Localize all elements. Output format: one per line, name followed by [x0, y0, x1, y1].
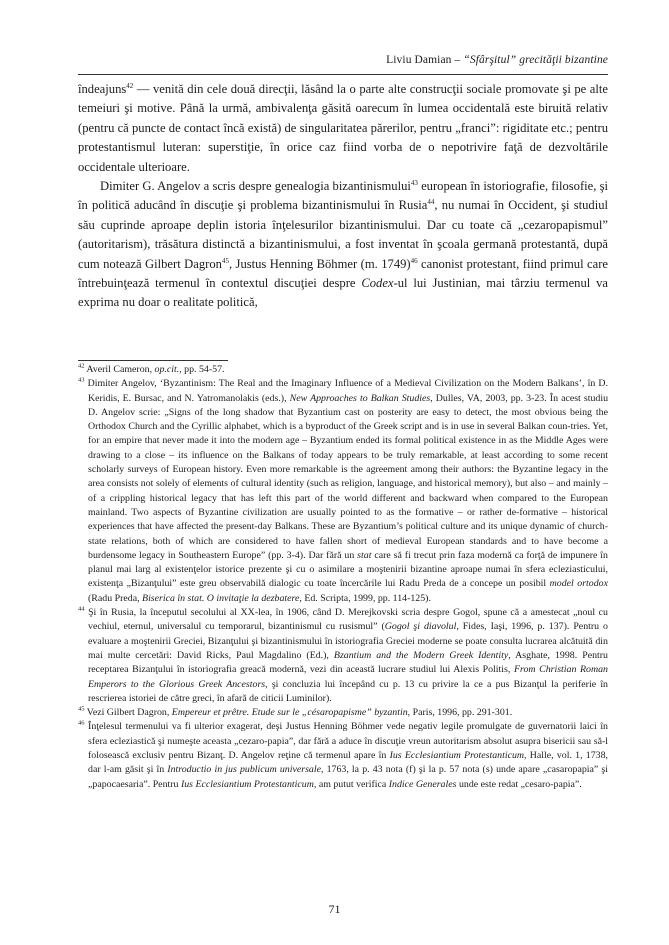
italic-text: stat [357, 549, 372, 561]
footnote-number: 45 [78, 705, 85, 713]
text-run: , am putut verifica [313, 778, 389, 790]
italic-text: Biserica în stat. O invitaţie la dezbatere [142, 592, 300, 604]
footnote-44 [78, 606, 608, 706]
italic-text: Ius Ecclesiantium Protestanticum [180, 778, 314, 790]
italic-text: op.cit. [154, 364, 180, 375]
main-text [78, 80, 608, 313]
italic-text: Introductio in jus publicum universale [167, 764, 321, 776]
text-run: — venită din cele două direcţii, lăsând la o parte alte construcţii sociale promovate şi pe alte temeiuri şi motive. Până la urmă, ambivalenţa găsită oarecum în lumea occidentală este biruită relativ (pentru că puncte de contact încă există) de singularitatea părerilor, pentru „franci”: rigiditate etc.; pentru protestantismul luteran: superstiţie, în orice caz fiind vorba de o nepotrivire faţă de dezvoltările occidentale ulterioare. [78, 82, 608, 174]
text-run: , şi concluzia lui începând cu p. 13 cu privire la ce a pus Bizanţul la periferie în rescrierea istoriei de către greci, în afară de citicii Luminilor). [88, 678, 608, 704]
text-run: , 1763, la p. 43 nota (f) şi la p. 57 nota (s) unde apare „casaropapia” şi „papocaesaria”. Pentru [88, 764, 608, 790]
header-separator: – [454, 54, 461, 66]
text-run: european în istoriografie, filosofie, şi în politică aducând în discuţie şi problema bizantinismului în Rusia [78, 179, 608, 213]
italic-text: Ius Ecclesiantium Protestanticum [389, 750, 525, 762]
footnotes [78, 363, 608, 792]
header-rule [78, 74, 608, 75]
running-header [386, 54, 608, 66]
header-title: “Sfârşitul” grecităţii bizantine [463, 54, 608, 66]
italic-text: From Christian Roman Emperors to the Glorious Greek Ancestors [88, 664, 608, 690]
text-run: (Radu Preda, [88, 592, 143, 604]
footnote-number: 44 [78, 605, 85, 613]
text-run: , pp. 54-57. [179, 364, 225, 375]
footnote-46 [78, 720, 608, 791]
text-run: Dimiter G. Angelov a scris despre genealogia bizantinismului [100, 179, 411, 194]
footnote-ref-44: 44 [427, 198, 435, 207]
text-run: -ul lui Justinian, mai târziu termenul va exprima nu doar o realitate politică, [78, 276, 608, 310]
footnote-ref-45: 45 [221, 256, 229, 265]
italic-text: model ortodox [549, 578, 608, 590]
text-run: , nu numai în Occident, şi studiul său cuprinde aproape deplin istoria înţelesurilor bizantinismului. Dar cu toate că „cezaropapismul” (autoritarism), trăsătura distinctă a bizantinismului, a fost inventat în şcoala germană protestantă, după cum notează Gilbert Dagron [78, 198, 608, 271]
text-run: canonist protestant, fiind primul care întrebuinţează termenul în contextul discuţiei despre [78, 256, 608, 291]
text-run: Averil Cameron, [84, 364, 155, 375]
text-run: Înţelesul termenului va fi ulterior exagerat, deşi Justus Henning Böhmer vede negativ legile promulgate de guvernatorii laici în sfera ecleziastică şi numeşte aceasta „cezaro-papia”, dar fără a aduce în discuţie vreun autoritarism absolut asupra bisericii sau să-l folosească exclusiv pentru Bizanţ. D. Angelov reţine că termenul apare în [84, 721, 608, 762]
page-number: 71 [328, 902, 341, 916]
text-run: , Ed. Scripta, 1999, pp. 114-125). [299, 592, 431, 604]
text-run: Şi în Rusia, la începutul secolului al XX-lea, în 1906, când D. Merejkovski scria despre Gogol, spune că a amestecat „noul cu vechiul, eternul, universalul cu temporarul, bizantinismul cu rusismul” ( [84, 607, 608, 633]
footnote-ref-43: 43 [410, 178, 418, 187]
italic-text: New Approaches to Balkan Studies [289, 392, 431, 404]
text-run: , Dulles, VA, 2003, pp. 3-23. În acest studiu D. Angelov scrie: „Signs of the long shadow that Byzantium cast on posterity are easy to detect, the most obvious being the Orthodox Church and the Cyrillic alphabet, which is a byproduct of the Greek script and is in use in several Balkan coun-tries. Yet, for an empire that never made it into the modern age – Byzantium ended its formal political existence in as the Middle Ages were drawing to a close – its influence on the Balkans of today appears to be truly remarkable, at least according to some recent scholarly surveys of European history. Even more remarkable is the agreement among their authors: the Byzantine legacy in the area consists not solely of elements of cultural identity (such as religion, language, and historical memory), but also – and mainly – of a crippling historical legacy that has left this part of the world different and backward when compared to the European mainland. Two aspects of Byzantine civilization are usually pointed to as the formative – or rather de-formative – historical experiences that have affected the present-day Balkans. These are Byzantium’s political culture and its unique dynamic of church-state relations, both of which are considered to have fallen short of medieval European standards and to have become a burdensome legacy in Southeastern Europe” (pp. 3-4). Dar fără un [88, 392, 609, 561]
paragraph-2 [78, 177, 608, 313]
text-run: , Asghate, 1998. Pentru receptarea Bizanţului în istoriografia greacă modernă, vezi din această lucrare studiul lui Alexis Politis, [88, 649, 608, 676]
footnote-separator [78, 360, 228, 361]
text-run: unde este redat „cesaro-papia”. [456, 778, 582, 790]
text-run: , Halle, vol. 1, 1738, dar l-am găsit şi în [88, 750, 609, 776]
footnote-42 [78, 363, 608, 377]
italic-term: Codex [361, 276, 394, 291]
text-run: , Paris, 1996, pp. 291-301. [407, 707, 513, 719]
text-run: îndeajuns [78, 82, 127, 96]
footnote-number: 42 [78, 362, 85, 370]
footnote-number: 46 [78, 720, 85, 728]
footnote-45 [78, 706, 608, 720]
paragraph-1 [78, 80, 608, 177]
text-run: Vezi Gilbert Dagron, [84, 707, 172, 719]
text-run: Dimiter Angelov, ‘Byzantinism: The Real and the Imaginary Influence of a Medieval Civilization on the Modern Balkans’, în D. Keridis, E. Bursac, and N. Yatromanolakis (eds.), [84, 378, 608, 404]
italic-text: Gogol şi diavolul [384, 621, 457, 633]
text-run: , Fides, Iaşi, 1996, p. 137). Pentru o evaluare a moştenirii Greciei, Bizanţului şi bizantinismului în istoriografia Greciei moderne se poate consulta lucrarea alcătuită din mai multe cercetări: David Ricks, Paul Magdalino (Ed.), [88, 621, 608, 661]
footnote-number: 43 [78, 377, 85, 384]
footnote-43 [78, 377, 608, 606]
text-run: , Justus Henning Böhmer (m. 1749) [228, 256, 411, 271]
italic-text: Empereur et prêtre. Etude sur le „césaropapisme” byzantin [171, 707, 408, 719]
footnote-ref-46: 46 [410, 256, 418, 265]
text-run: care să fi trecut prin faza modernă ca forţă de impunere în planul mai larg al existenţelor istorice prezente şi cu o asimilare a moştenirii bizantine aproape numai în sfera ecleziasticului, existenţa „Bizanţului” este greu observabilă dialogic cu toate încercările lui Radu Preda de a concepe un posibil [88, 549, 608, 590]
footnote-ref-42: 42 [126, 81, 134, 90]
header-author: Liviu Damian [386, 54, 452, 66]
italic-text: Indice Generales [388, 778, 457, 790]
italic-text: Bzantium and the Modern Greek Identity [333, 649, 509, 661]
